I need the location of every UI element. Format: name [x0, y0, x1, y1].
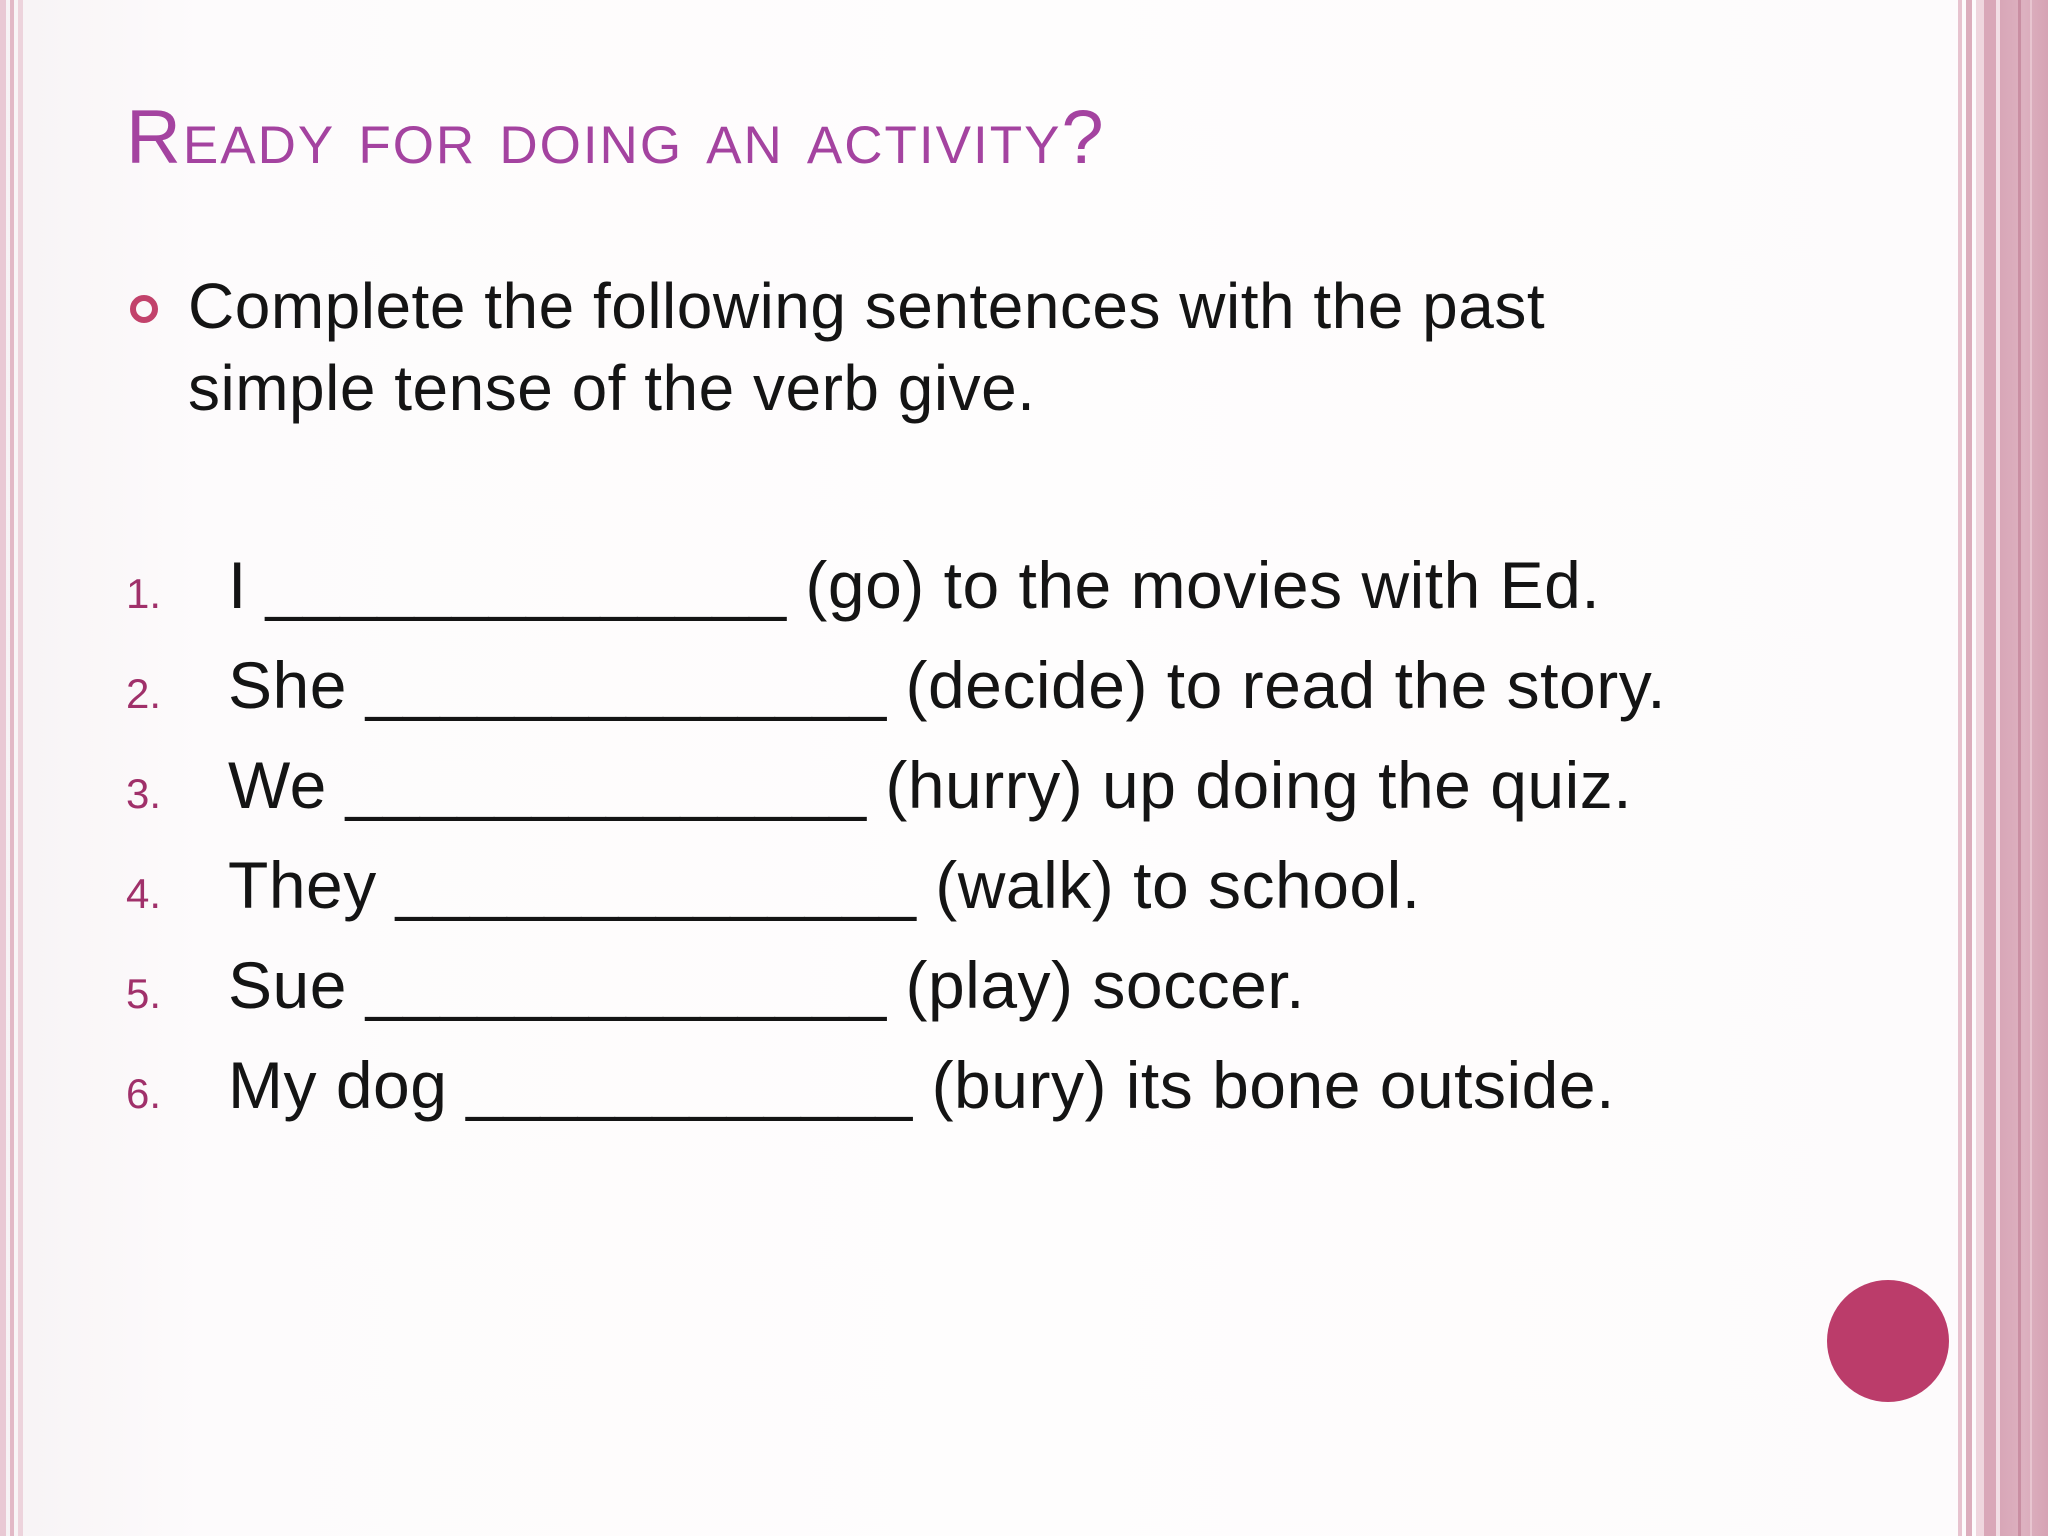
item-sentence: They ______________ (walk) to school.	[228, 848, 1421, 922]
right-decorative-stripe	[2030, 0, 2032, 1536]
right-decorative-stripe	[1966, 0, 1972, 1536]
left-decorative-stripe	[10, 0, 14, 1536]
decorative-circle	[1827, 1280, 1949, 1402]
right-decorative-stripe	[1958, 0, 1962, 1536]
item-sentence: Sue ______________ (play) soccer.	[228, 948, 1305, 1022]
hollow-circle-bullet-icon	[130, 295, 158, 323]
item-sentence: I ______________ (go) to the movies with Ed.	[228, 548, 1601, 622]
right-decorative-stripe	[2018, 0, 2021, 1536]
right-decorative-stripe	[1984, 0, 1996, 1536]
item-sentence: She ______________ (decide) to read the story.	[228, 648, 1667, 722]
right-decorative-stripe	[2000, 0, 2048, 1536]
item-sentence: We ______________ (hurry) up doing the quiz.	[228, 748, 1633, 822]
item-number: 5.	[126, 970, 162, 1017]
item-number: 2.	[126, 670, 162, 717]
item-number: 1.	[126, 570, 162, 617]
item-number: 6.	[126, 1070, 162, 1117]
left-decorative-stripe	[0, 0, 6, 1536]
instruction-text: Complete the following sentences with the past simple tense of the verb give.	[188, 270, 1546, 424]
item-number: 3.	[126, 770, 162, 817]
right-decorative-stripe	[1976, 0, 1984, 1536]
left-decorative-stripe	[18, 0, 23, 1536]
slide-title: Ready for doing an activity?	[126, 95, 1106, 180]
item-number: 4.	[126, 870, 162, 917]
item-sentence: My dog ____________ (bury) its bone outside.	[228, 1048, 1615, 1122]
